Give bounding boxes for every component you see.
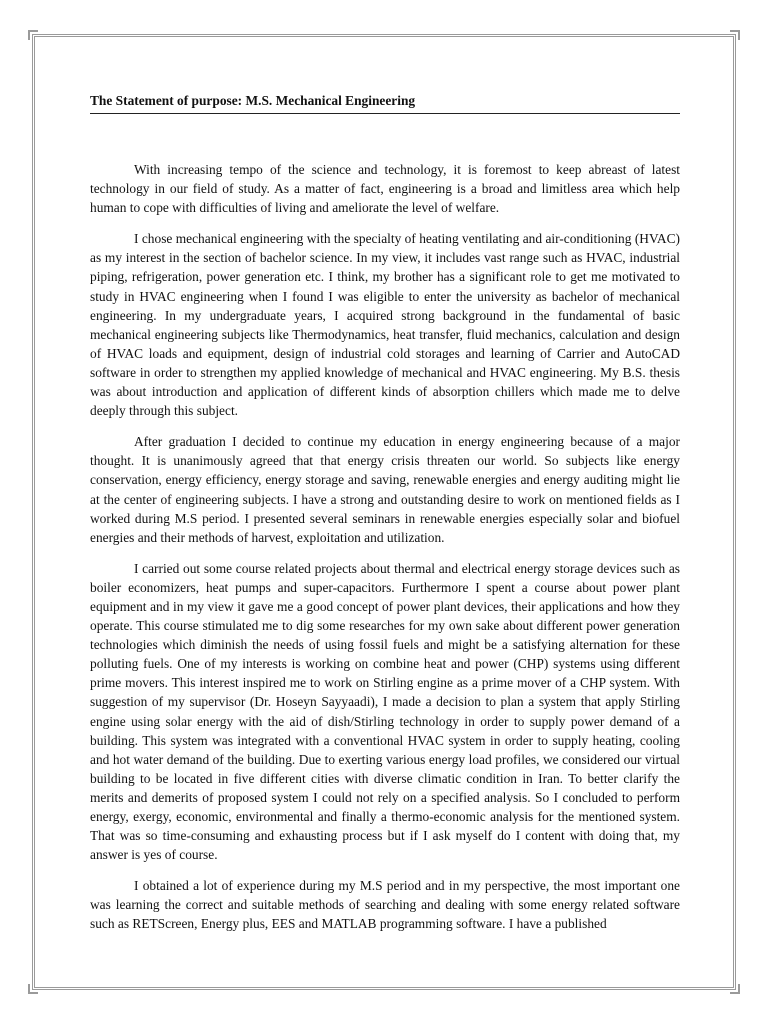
title-lead: The Statement of purpose: [90, 93, 238, 108]
corner-ornament-top-left: [28, 30, 38, 40]
corner-ornament-bottom-right: [730, 984, 740, 994]
paragraph-experience: I obtained a lot of experience during my M.S period and in my perspective, the most important one was learning the correct and suitable methods of searching and dealing with some energy related software such as RETScreen, Energy plus, EES and MATLAB programming software. I have a published: [90, 878, 680, 932]
paragraph-intro: With increasing tempo of the science and technology, it is foremost to keep abreast of latest technology in our field of study. As a matter of fact, engineering is a broad and limitless area which help human to cope with difficulties of living and ameliorate the level of welfare.: [90, 162, 680, 216]
paragraph-projects: I carried out some course related projects about thermal and electrical energy storage devices such as boiler economizers, heat pumps and super-capacitors. Furthermore I spent a course about power plant equipment and in my view it gave me a good concept of power plant devices, their applications and how they operate. This course stimulated me to dig some researches for my own sake about different power generation technologies which diminish the needs of using fossil fuels and might be a satisfying alternation for these polluting fuels. One of my interests is working on combine heat and power (CHP) systems using different prime movers. This interest inspired me to work on Stirling engine as a prime mover of a CHP system. With suggestion of my supervisor (Dr. Hoseyn Sayyaadi), I made a decision to plan a system that apply Stirling engine using solar energy with the aid of dish/Stirling technology in order to supply power demand of a building. This system was integrated with a conventional HVAC system in order to supply heating, cooling and hot water demand of the building. Due to exerting various energy load profiles, we considered our virtual building to be located in five different cities with diverse climatic condition in Iran. To better clarify the merits and demerits of proposed system I could not rely on a specified analysis. So I concluded to perform energy, exergy, economic, environmental and finally a thermo-economic analysis for the mentioned system. That was so time-consuming and exhausting process but if I ask myself do I content with doing that, my answer is yes of course.: [90, 560, 680, 863]
corner-ornament-top-right: [730, 30, 740, 40]
paragraph-graduation: After graduation I decided to continue my education in energy engineering because of a major thought. It is unanimously agreed that that energy crisis threaten our world. So subjects like energy conservation, energy efficiency, energy storage and saving, renewable energies and energy auditing might lie at the center of engineering subjects. I have a strong and outstanding desire to work on mentioned fields as I worked during M.S period. I presented several seminars in renewable energies especially solar and biofuel energies and their methods of harvest, exploitation and utilization.: [90, 434, 680, 545]
title-separator: :: [237, 93, 246, 108]
body-text: [90, 160, 680, 934]
document-content: [90, 92, 680, 946]
title-subject: M.S. Mechanical Engineering: [245, 93, 416, 108]
paragraph-bachelor: I chose mechanical engineering with the specialty of heating ventilating and air-conditioning (HVAC) as my interest in the section of bachelor science. In my view, it includes vast range such as HVAC, industrial piping, refrigeration, power generation etc. I think, my brother has a significant role to get me motivated to study in HVAC engineering when I found I was eligible to enter the university as bachelor of mechanical engineering. In my undergraduate years, I acquired strong background in the fundamental of basic mechanical engineering subjects like Thermodynamics, heat transfer, fluid mechanics, calculation and design of HVAC loads and equipment, design of industrial cold storages and learning of Carrier and AutoCAD software in order to strengthen my applied knowledge of mechanical and HVAC engineering. My B.S. thesis was about introduction and application of different kinds of absorption chillers which made me to delve deeply through this subject.: [90, 231, 680, 419]
corner-ornament-bottom-left: [28, 984, 38, 994]
page-title: [90, 92, 680, 114]
